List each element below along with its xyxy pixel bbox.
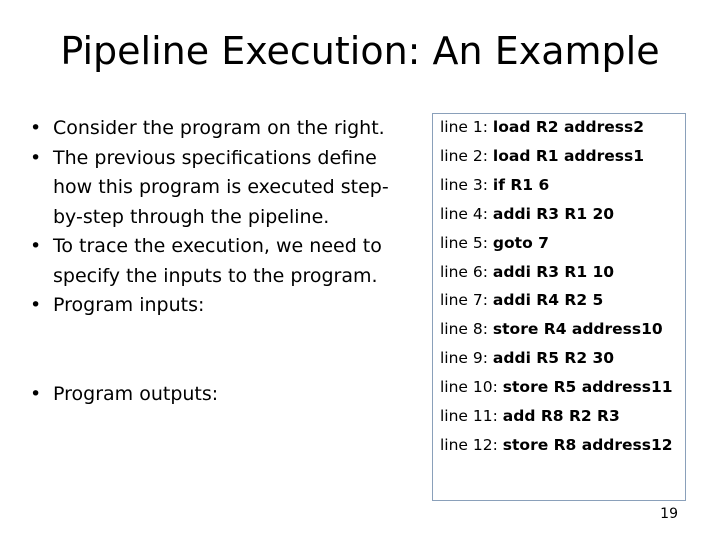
program-line [440, 286, 673, 315]
bullet-item: • To trace the execution, we need to specify the inputs to the program. [30, 232, 405, 291]
line-label: line 7: [440, 291, 493, 310]
line-label: line 3: [440, 175, 493, 194]
program-line [440, 373, 673, 402]
line-code: store R4 address10 [492, 320, 663, 339]
line-label: line 9: [440, 349, 493, 368]
line-code: addi R5 R2 30 [492, 349, 615, 368]
line-code: if R1 6 [492, 175, 550, 194]
line-code: load R1 address1 [492, 146, 644, 165]
page-number: 19 [660, 506, 678, 522]
line-code: addi R4 R2 5 [492, 291, 604, 310]
line-code: load R2 address2 [492, 118, 644, 136]
slide-title: Pipeline Execution: An Example [60, 29, 660, 73]
program-line [440, 315, 673, 344]
line-label: line 10: [440, 378, 503, 397]
line-label: line 4: [440, 204, 493, 223]
program-line [440, 142, 673, 171]
line-label: line 8: [440, 320, 493, 339]
bullet-item: • The previous specifications define how this program is executed step-by-step through the pipeline. [30, 144, 405, 233]
line-label: line 11: [440, 407, 503, 426]
program-listing [440, 113, 673, 460]
program-line [440, 258, 673, 287]
program-line [440, 344, 673, 373]
line-code: store R5 address11 [502, 378, 673, 397]
line-label: line 2: [440, 146, 493, 165]
line-code: addi R3 R1 20 [492, 204, 615, 223]
line-code: goto 7 [492, 233, 549, 252]
line-code: addi R3 R1 10 [492, 262, 615, 281]
program-line [440, 113, 673, 142]
program-line [440, 171, 673, 200]
bullet-item: • Program inputs: [30, 291, 405, 321]
bullet-item: • Consider the program on the right. [30, 114, 405, 144]
program-line [440, 200, 673, 229]
line-label: line 12: [440, 435, 503, 454]
line-label: line 1: [440, 118, 493, 136]
line-code: store R8 address12 [502, 435, 673, 454]
program-line [440, 229, 673, 258]
bullet-item: • Program outputs: [30, 380, 405, 410]
bullet-list [30, 114, 405, 409]
program-line [440, 402, 673, 431]
line-code: add R8 R2 R3 [502, 407, 620, 426]
line-label: line 5: [440, 233, 493, 252]
program-line [440, 431, 673, 460]
line-label: line 6: [440, 262, 493, 281]
